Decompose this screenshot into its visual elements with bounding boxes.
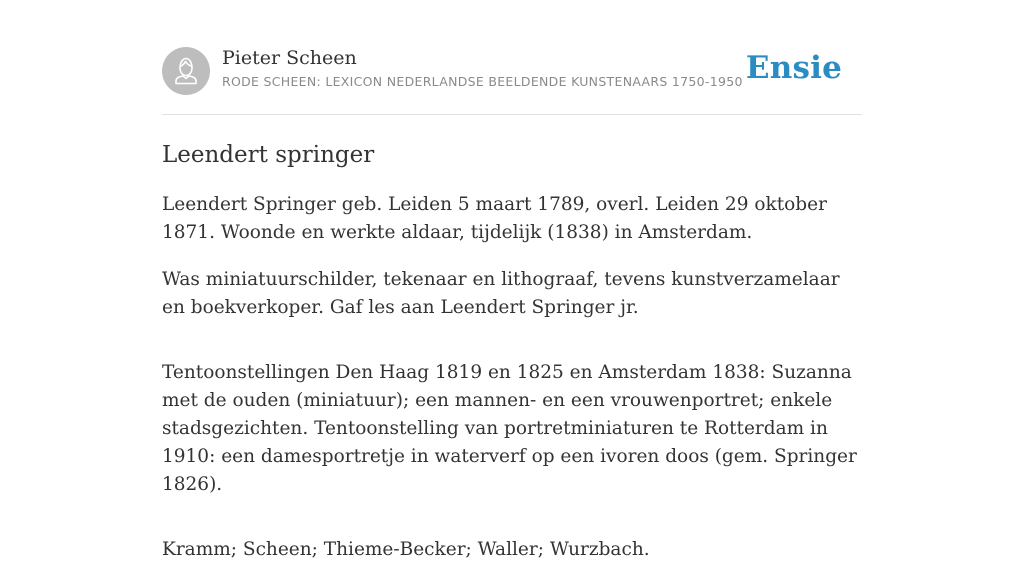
paragraph-biography: Leendert Springer geb. Leiden 5 maart 1789, overl. Leiden 29 oktober 1871. Woonde en werkte aldaar, tijdelijk (1838) in Amsterdam. xyxy=(162,194,827,243)
user-icon xyxy=(162,47,210,95)
article-title: Leendert springer xyxy=(162,142,375,168)
article-header xyxy=(162,0,862,115)
paragraph-profession: Was miniatuurschilder, tekenaar en lithograaf, tevens kunstverzamelaar en boekverkoper. Gaf les aan Leendert Springer jr. xyxy=(162,269,840,318)
ensie-logo[interactable]: Ensie xyxy=(745,50,842,86)
author-block xyxy=(222,46,743,89)
author-name-link[interactable]: Pieter Scheen xyxy=(222,47,357,69)
paragraph-sources: Kramm; Scheen; Thieme-Becker; Waller; Wurzbach. xyxy=(162,539,650,560)
article-body xyxy=(162,191,862,564)
content-container xyxy=(162,0,862,583)
paragraph-exhibitions: Tentoonstellingen Den Haag 1819 en 1825 en Amsterdam 1838: Suzanna met de ouden (miniatuur); een mannen- en een vrouwenportret; enkele stadsgezichten. Tentoonstelling van portretminiaturen te Rotterdam in 1910: een damesportretje in waterverf op een ivoren doos (gem. Springer 1826). xyxy=(162,362,857,495)
source-lexicon-link[interactable]: RODE SCHEEN: LEXICON NEDERLANDSE BEELDENDE KUNSTENAARS 1750-1950 xyxy=(222,74,743,89)
author-avatar[interactable] xyxy=(162,47,210,95)
